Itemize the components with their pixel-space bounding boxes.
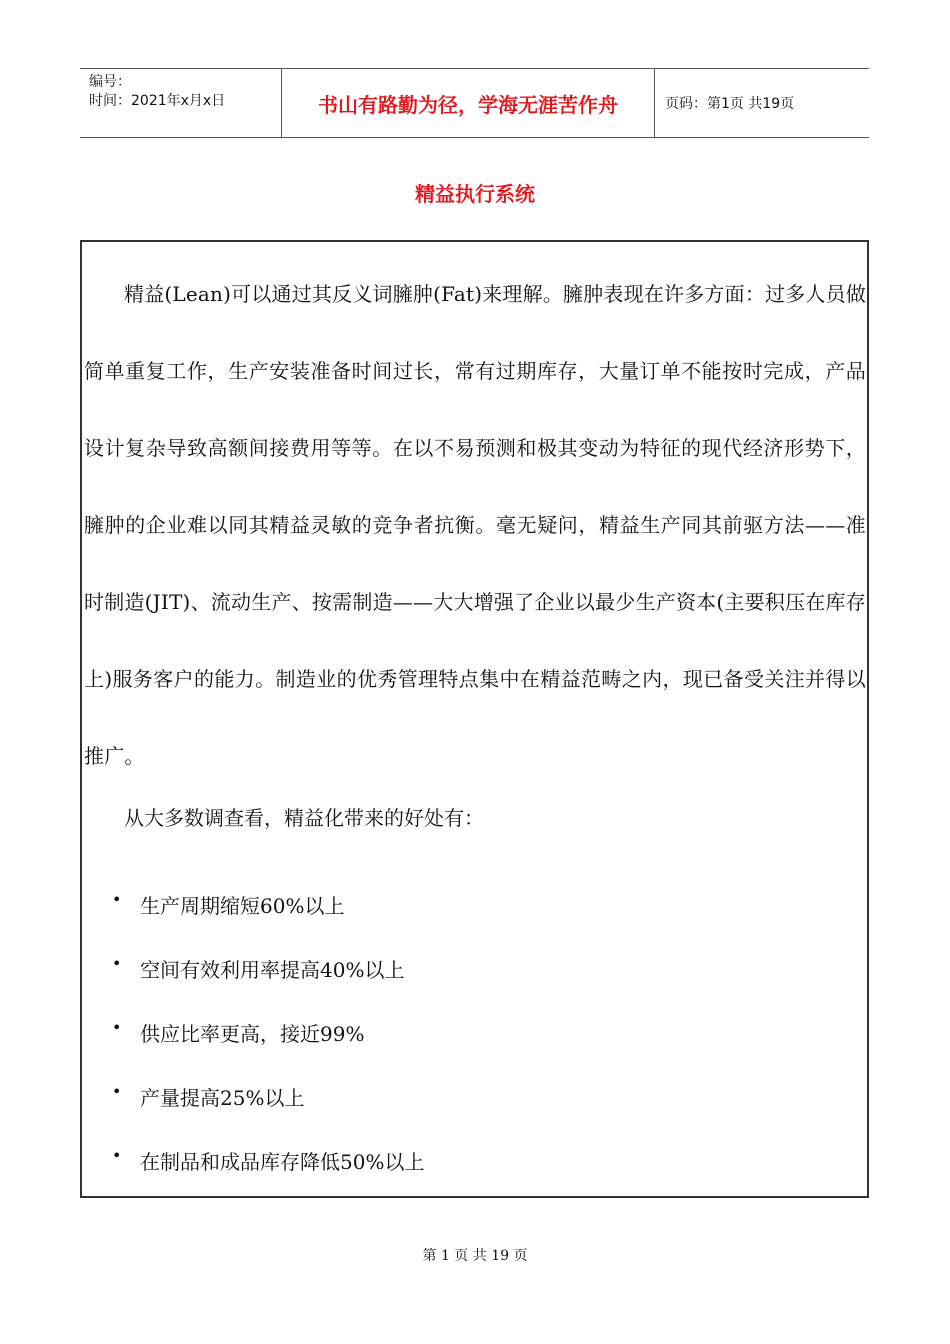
list-item [82, 954, 424, 1018]
page-header [80, 68, 869, 138]
benefit-text: 生产周期缩短60%以上 [140, 894, 345, 918]
benefit-text: 产量提高25%以上 [140, 1086, 305, 1110]
list-item [82, 1146, 424, 1210]
benefit-text: 在制品和成品库存降低50%以上 [140, 1150, 425, 1174]
number-label: 编号： [89, 74, 131, 90]
list-item [82, 1018, 424, 1082]
time-label: 时间：2021年x月x日 [89, 93, 226, 109]
content-box [80, 240, 869, 1198]
benefits-list [82, 890, 424, 1210]
body-paragraph: 精益(Lean)可以通过其反义词臃肿(Fat)来理解。臃肿表现在许多方面：过多人员做简单重复工作，生产安装准备时间过长，常有过期库存，大量订单不能按时完成，产品设计复杂导致高额间接费用等等。在以不易预测和极其变动为特征的现代经济形势下，臃肿的企业难以同其精益灵敏的竞争者抗衡。毫无疑问，精益生产同其前驱方法——准时制造(JIT)、流动生产、按需制造——大大增强了企业以最少生产资本(主要积压在库存上)服务客户的能力。制造业的优秀管理特点集中在精益范畴之内，现已备受关注并得以推广。 [84, 282, 867, 768]
header-meta [80, 69, 282, 137]
list-item [82, 890, 424, 954]
page-footer: 第 1 页 共 19 页 [422, 1248, 528, 1264]
header-motto: 书山有路勤为径，学海无涯苦作舟 [282, 69, 655, 137]
bullet-icon: • [112, 1146, 122, 1165]
benefits-intro: 从大多数调查看，精益化带来的好处有： [124, 806, 484, 830]
bullet-icon: • [112, 1018, 122, 1037]
benefit-text: 空间有效利用率提高40%以上 [140, 958, 405, 982]
bullet-icon: • [112, 954, 122, 973]
bullet-icon: • [112, 890, 122, 909]
bullet-icon: • [112, 1082, 122, 1101]
header-page-info: 页码：第1页 共19页 [665, 96, 795, 112]
benefit-text: 供应比率更高，接近99% [140, 1022, 365, 1046]
list-item [82, 1082, 424, 1146]
document-title: 精益执行系统 [415, 182, 535, 206]
